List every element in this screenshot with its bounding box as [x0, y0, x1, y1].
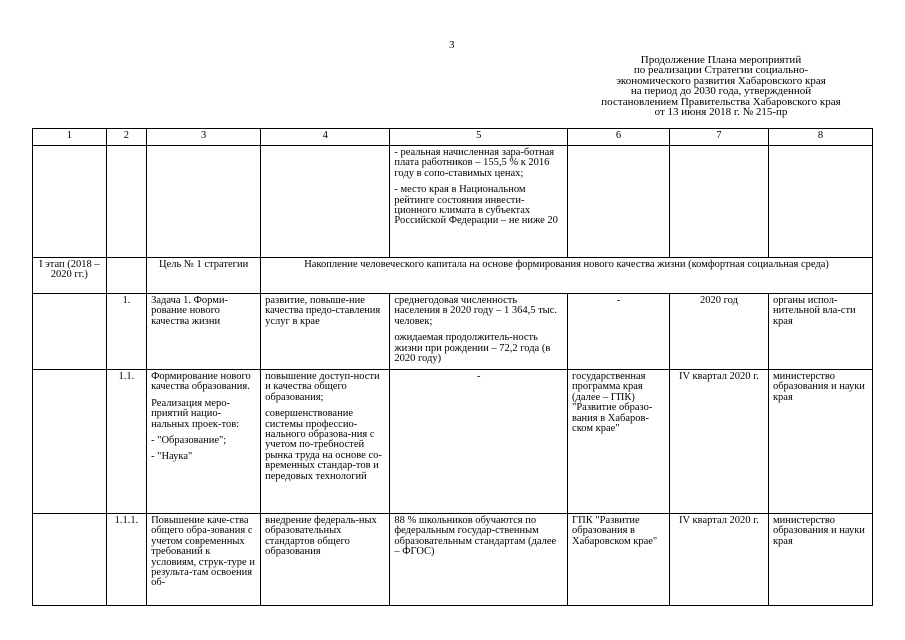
measure-name: Формирование нового качества образования. Реализация меро-приятий нацио-нальных проек-тов: - "Образование"; - "Наука" [147, 370, 261, 514]
indicator-text: - реальная начисленная зара-ботная плата работников – 155,5 % к 2016 году в сопо-ставимых ценах; [394, 147, 555, 179]
table-row [33, 294, 873, 370]
header-line: на период до 2030 года, утвержденной [630, 85, 812, 98]
page-number: 3 [449, 39, 455, 51]
indicators-cell: - [390, 370, 568, 514]
measure-name: Повышение каче-ства общего обра-зования с учетом современных требований к условиям, струк-туре и результа-там освоения об- [147, 514, 261, 606]
indicators-cell [390, 146, 568, 258]
expected-result: внедрение федераль-ных образовательных стандартов общего образования [261, 514, 390, 606]
indicator-text: - место края в Национальном рейтинге состояния инвести-ционного климата в субъектах Российской Федерации – не ниже 20 [394, 184, 558, 227]
header-line: Продолжение Плана мероприятий [640, 54, 802, 66]
executor-cell: министерство образования и науки края [768, 514, 872, 606]
header-line: от 13 июня 2018 г. № 215-пр [654, 106, 788, 119]
plan-table [32, 128, 873, 606]
column-number: 4 [261, 129, 390, 146]
term-cell: IV квартал 2020 г. [670, 514, 769, 606]
row-number: 1. [106, 294, 146, 370]
column-number: 7 [670, 129, 769, 146]
column-number-row [33, 129, 873, 146]
program-cell: ГПК "Развитие образования в Хабаровском крае" [568, 514, 670, 606]
program-cell: - [568, 294, 670, 370]
header-line: по реализации Стратегии социально- [633, 64, 809, 77]
goal-text: Накопление человеческого капитала на основе формирования нового качества жизни (комфортная социальная среда) [261, 258, 873, 294]
executor-cell: органы испол-нительной вла-сти края [768, 294, 872, 370]
header-line: экономического развития Хабаровского края [616, 74, 826, 87]
continuation-row [33, 146, 873, 258]
table-row [33, 370, 873, 514]
column-number: 1 [33, 129, 107, 146]
document-header [571, 55, 871, 117]
row-number: 1.1. [106, 370, 146, 514]
measure-name: Задача 1. Форми-рование нового качества жизни [147, 294, 261, 370]
column-number: 3 [147, 129, 261, 146]
executor-cell: министерство образования и науки края [768, 370, 872, 514]
column-number: 6 [568, 129, 670, 146]
stage-label: I этап (2018 – 2020 гг.) [33, 258, 107, 294]
table-row [33, 514, 873, 606]
program-cell: государственная программа края (далее – ГПК) "Развитие образо-вания в Хабаров-ском крае" [568, 370, 670, 514]
header-line: постановлением Правительства Хабаровского края [601, 95, 841, 108]
indicators-cell: среднегодовая численность населения в 2020 году – 1 364,5 тыс. человек; ожидаемая продолжитель-ность жизни при рождении – 72,2 года (в 2020 году) [390, 294, 568, 370]
row-number: 1.1.1. [106, 514, 146, 606]
column-number: 2 [106, 129, 146, 146]
column-number: 8 [768, 129, 872, 146]
column-number: 5 [390, 129, 568, 146]
term-cell: IV квартал 2020 г. [670, 370, 769, 514]
expected-result: развитие, повыше-ние качества предо-ставления услуг в крае [261, 294, 390, 370]
term-cell: 2020 год [670, 294, 769, 370]
goal-label: Цель № 1 стратегии [147, 258, 261, 294]
indicators-cell: 88 % школьников обучаются по федеральным государ-ственным образовательным стандартам (далее – ФГОС) [390, 514, 568, 606]
stage-row [33, 258, 873, 294]
expected-result: повышение доступ-ности и качества общего образования; совершенствование системы профессио-нального образова-ния с учетом по-требностей рынка труда на основе со-временных стандар-тов и передовых технологий [261, 370, 390, 514]
